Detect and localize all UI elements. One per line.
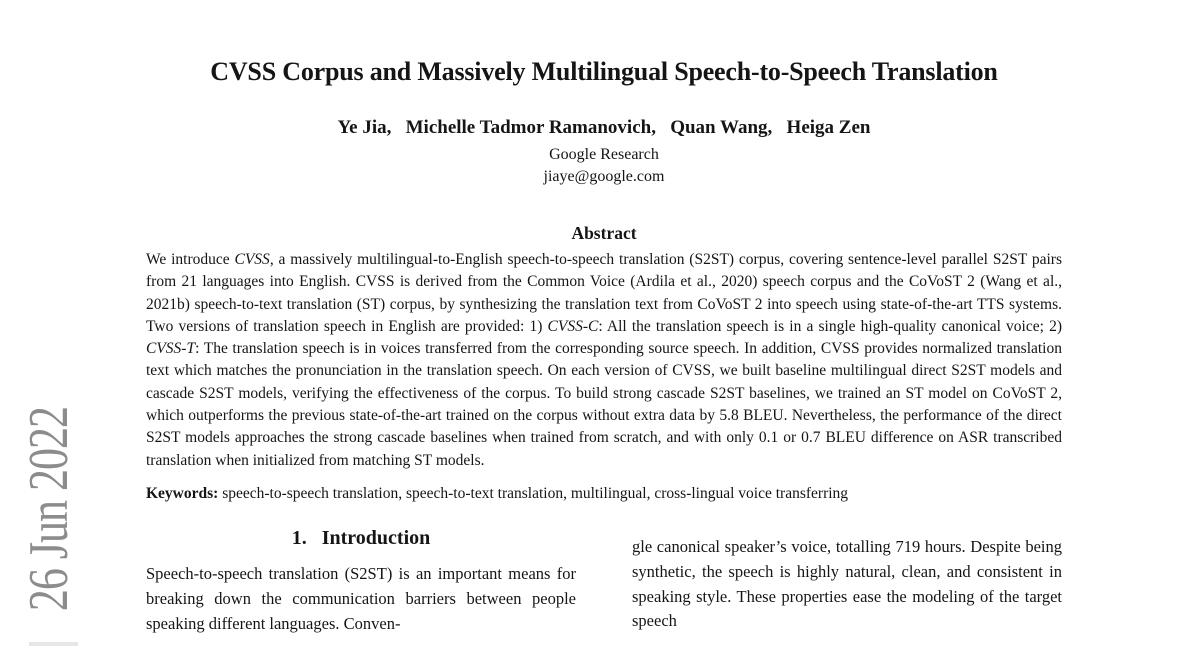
abstract-heading: Abstract — [571, 223, 637, 243]
intro-paragraph: Speech-to-speech translation (S2ST) is an important means for breaking down the communication barriers between people speaking different languages. Conven- — [146, 563, 576, 633]
paper-title: CVSS Corpus and Massively Multilingual Speech-to-Speech Translation — [210, 57, 998, 86]
arxiv-watermark — [18, 377, 79, 641]
author-line: Ye Jia, Michelle Tadmor Ramanovich, Quan Wang, Heiga Zen — [337, 117, 871, 138]
left-column — [146, 518, 576, 636]
right-column — [632, 518, 1062, 636]
section-title: Introduction — [321, 526, 431, 549]
affiliation: Google Research — [549, 146, 659, 163]
section-heading-introduction — [146, 526, 576, 550]
abstract-text: We introduce CVSS, a massively multilingual-to-English speech-to-speech translation (S2ST) corpus, covering sentence-level parallel S2ST pairs from 21 languages into English. CVSS is derived from the Common Voice (Ardila et al., 2020) speech corpus and the CoVoST 2 (Wang et al., 2021b) speech-to-text translation (ST) corpus, by synthesizing the translation text from CoVoST 2 into speech using state-of-the-art TTS systems. Two versions of translation speech in English are provided: 1) CVSS-C: All the translation speech is in a single high-quality canonical voice; 2) CVSS-T: The translation speech is in voices transferred from the corresponding source speech. In addition, CVSS provides normalized translation text which matches the pronunciation in the translation speech. On each version of CVSS, we built baseline multilingual direct S2ST models and cascade S2ST models, verifying the effectiveness of the corpus. To build strong cascade S2ST baselines, we trained an ST model on CoVoST 2, which outperforms the previous state-of-the-art trained on the corpus without extra data by 5.8 BLEU. Nevertheless, the performance of the direct S2ST models approaches the strong cascade baselines when trained from scratch, and with only 0.1 or 0.7 BLEU difference on ASR transcribed translation when initialized from matching ST models. — [146, 251, 1062, 469]
watermark-cutoff-glyph — [29, 642, 78, 646]
paper-content — [146, 0, 1062, 636]
two-column-body — [146, 518, 1062, 636]
contact-email: jiaye@google.com — [543, 168, 665, 185]
keywords-label: Keywords: — [146, 484, 219, 502]
keywords-line — [146, 483, 1062, 504]
right-column-paragraph: gle canonical speaker’s voice, totalling 719 hours. Despite being synthetic, the speech is highly natural, clean, and consistent in speaking style. These properties ease the modeling of the target speech — [632, 536, 1062, 631]
watermark-date: 26 Jun 2022 — [17, 406, 80, 612]
keywords-text: speech-to-speech translation, speech-to-text translation, multilingual, cross-lingual voice transferring — [222, 484, 849, 502]
section-number: 1. — [291, 526, 307, 549]
